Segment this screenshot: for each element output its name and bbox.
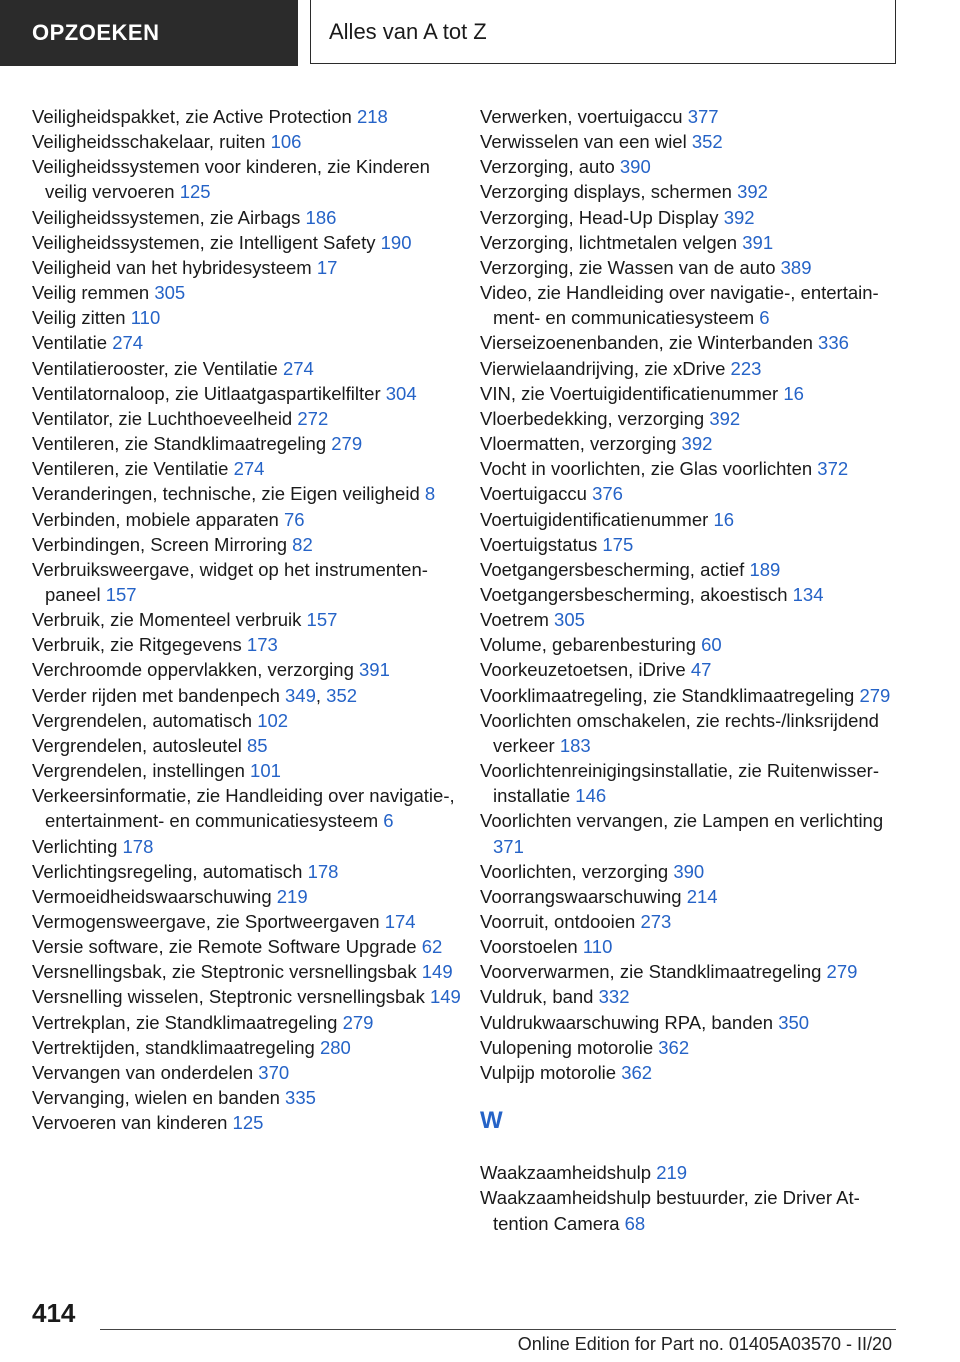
entry-text: Vocht in voorlichten, zie Glas voorlichten: [480, 458, 813, 480]
entry-text: Ventilator, zie Luchthoeveelheid: [32, 407, 293, 429]
index-entry: [480, 808, 900, 858]
index-entry: [32, 959, 462, 984]
entry-text: Waakzaamheidshulp bestuurder, zie Driver Attention Camera: [480, 1187, 860, 1234]
index-entry: [32, 104, 462, 129]
page-link[interactable]: 390: [619, 156, 651, 178]
index-entry: [480, 607, 900, 632]
page-link[interactable]: 125: [179, 181, 211, 203]
entry-text: Voetgangersbescherming, actief: [480, 558, 745, 580]
index-entry: [480, 431, 900, 456]
entry-text: Veranderingen, technische, zie Eigen veiligheid: [32, 483, 420, 505]
entry-text: Vulpijp motorolie: [480, 1061, 617, 1083]
index-entry: [32, 356, 462, 381]
index-group-w: [480, 1160, 900, 1235]
index-entry: [32, 406, 462, 431]
index-entry: [32, 1085, 462, 1110]
page-link[interactable]: 82: [292, 533, 313, 555]
page-link[interactable]: 391: [742, 231, 774, 253]
page-link[interactable]: 219: [656, 1162, 688, 1184]
entry-text: Voorlichten, verzorging: [480, 860, 669, 882]
page-link[interactable]: 157: [306, 609, 338, 631]
index-entry: [32, 984, 462, 1009]
entry-text: Veiligheid van het hybridesysteem: [32, 256, 312, 278]
page-link[interactable]: 349: [285, 684, 316, 706]
page-link[interactable]: 272: [297, 407, 329, 429]
entry-text: VIN, zie Voertuigidentificatienummer: [480, 382, 779, 404]
page-link[interactable]: 352: [691, 131, 723, 153]
index-entry: [480, 381, 900, 406]
entry-text: Verbruik, zie Momenteel verbruik: [32, 609, 302, 631]
index-entry: [480, 632, 900, 657]
entry-text: Voorverwarmen, zie Standklimaatregeling: [480, 961, 822, 983]
page-link[interactable]: 362: [658, 1036, 690, 1058]
entry-text: Verzorging displays, schermen: [480, 181, 732, 203]
index-entry: [480, 356, 900, 381]
entry-text: Verbruiksweergave, widget op het instrumentenpaneel: [32, 558, 428, 605]
page-link[interactable]: 305: [154, 282, 186, 304]
page-link[interactable]: 279: [826, 961, 858, 983]
index-entry: [32, 255, 462, 280]
page-link[interactable]: 335: [285, 1087, 316, 1109]
index-entry: [480, 884, 900, 909]
index-entry: [32, 532, 462, 557]
entry-text: Vierwielaandrijving, zie xDrive: [480, 357, 726, 379]
index-entry: [32, 431, 462, 456]
index-entry: [480, 582, 900, 607]
index-entry: [480, 557, 900, 582]
index-entry: [32, 1060, 462, 1085]
page-link[interactable]: 189: [749, 558, 781, 580]
page-link[interactable]: 106: [270, 131, 302, 153]
page-link[interactable]: 175: [602, 533, 634, 555]
page-link[interactable]: 279: [342, 1011, 374, 1033]
page-link[interactable]: 274: [282, 357, 314, 379]
index-group-v: [480, 104, 900, 1085]
page-number: 414: [32, 1298, 76, 1328]
index-entry: [32, 657, 462, 682]
index-entry: [480, 1060, 900, 1085]
page-link[interactable]: 134: [792, 583, 824, 605]
page-link[interactable]: 370: [258, 1061, 290, 1083]
entry-text: Voorkeuzetoetsen, iDrive: [480, 659, 686, 681]
entry-text: Vloermatten, verzorging: [480, 433, 677, 455]
entry-text: Veiligheidsschakelaar, ruiten: [32, 131, 266, 153]
entry-text: Verwisselen van een wiel: [480, 131, 687, 153]
entry-text: Verlichtingsregeling, automatisch: [32, 860, 303, 882]
index-entry: [480, 507, 900, 532]
index-entry: [32, 557, 462, 607]
page-link[interactable]: 102: [257, 709, 289, 731]
entry-text: Verbruik, zie Ritgegevens: [32, 634, 242, 656]
page-link[interactable]: 392: [737, 181, 768, 203]
entry-text: Ventilatierooster, zie Ventilatie: [32, 357, 278, 379]
entry-text: Veilig zitten: [32, 307, 126, 329]
page-link[interactable]: 178: [122, 835, 154, 857]
page-link[interactable]: 279: [859, 684, 891, 706]
entry-text: Waakzaamheidshulp: [480, 1162, 652, 1184]
entry-text: Vervanging, wielen en banden: [32, 1087, 280, 1109]
page-link[interactable]: 332: [598, 986, 630, 1008]
page-link[interactable]: 214: [686, 885, 718, 907]
entry-text: Volume, gebarenbesturing: [480, 634, 696, 656]
index-entry: [480, 255, 900, 280]
index-entry: [480, 456, 900, 481]
index-entry: [32, 758, 462, 783]
entry-text: Voorlichten omschakelen, zie rechts-/linksrijdend verkeer: [480, 709, 879, 756]
index-entry: [480, 104, 900, 129]
entry-text: Vulopening motorolie: [480, 1036, 654, 1058]
page-header: [0, 0, 960, 66]
entry-text: Video, zie Handleiding over navigatie-, entertainment- en communicatiesysteem: [480, 282, 879, 329]
entry-text: Vervoeren van kinderen: [32, 1112, 228, 1134]
page-link[interactable]: 149: [421, 961, 453, 983]
index-entry: [480, 1160, 900, 1185]
page-link[interactable]: 280: [319, 1036, 351, 1058]
entry-text: Verbinden, mobiele apparaten: [32, 508, 279, 530]
index-entry: [32, 381, 462, 406]
entry-text: Verzorging, Head-Up Display: [480, 206, 719, 228]
index-entry: [32, 1110, 462, 1135]
page-link[interactable]: 149: [429, 986, 461, 1008]
entry-text: Ventilatornaloop, zie Uitlaatgaspartikelfilter: [32, 382, 381, 404]
index-entry: [32, 1035, 462, 1060]
page-link[interactable]: 6: [759, 307, 770, 329]
page-link[interactable]: 16: [713, 508, 735, 530]
index-entry: [32, 834, 462, 859]
page-link[interactable]: 125: [232, 1112, 264, 1134]
entry-text: Veiligheidspakket, zie Active Protection: [32, 106, 352, 127]
index-entry: [32, 456, 462, 481]
index-entry: [480, 657, 900, 682]
entry-text: Voertuigidentificatienummer: [480, 508, 709, 530]
entry-text: Voertuigaccu: [480, 483, 587, 505]
index-entry: [32, 205, 462, 230]
entry-text: Voorlichtenreinigingsinstallatie, zie Ruitenwisserinstallatie: [480, 760, 879, 807]
entry-text: Verzorging, zie Wassen van de auto: [480, 256, 776, 278]
index-entry: [32, 934, 462, 959]
entry-text: Vergrendelen, instellingen: [32, 760, 245, 782]
index-entry: [480, 1035, 900, 1060]
index-entry: [32, 859, 462, 884]
index-entry: [480, 532, 900, 557]
section-letter: W: [480, 1107, 503, 1135]
index-entry: [32, 632, 462, 657]
entry-text: Vergrendelen, automatisch: [32, 709, 253, 731]
page-link[interactable]: 146: [575, 785, 607, 807]
entry-text: Versnelling wisselen, Steptronic versnellingsbak: [32, 986, 425, 1008]
page-link[interactable]: 110: [130, 307, 161, 329]
index-entry: [480, 984, 900, 1009]
entry-text: Ventileren, zie Standklimaatregeling: [32, 433, 327, 455]
index-entry: [32, 305, 462, 330]
index-column-left: [32, 104, 462, 1135]
page-link[interactable]: 16: [783, 382, 804, 404]
index-entry: [32, 884, 462, 909]
page-link[interactable]: 68: [624, 1212, 646, 1234]
index-entry: [480, 1185, 900, 1235]
index-entry: [480, 280, 900, 330]
entry-text: Vermogensweergave, zie Sportweergaven: [32, 911, 380, 932]
index-entry: [480, 330, 900, 355]
entry-text: Vuldrukwaarschuwing RPA, banden: [480, 1011, 774, 1033]
entry-text: Verzorging, auto: [480, 156, 615, 178]
entry-text: Veilig remmen: [32, 282, 150, 304]
page-link[interactable]: 274: [112, 332, 144, 354]
page-link[interactable]: 223: [730, 357, 762, 379]
page-link[interactable]: 62: [421, 936, 443, 958]
page-link[interactable]: 304: [385, 382, 417, 404]
edition-note: Online Edition for Part no. 01405A03570 - II/20: [517, 1334, 892, 1354]
index-entry: [480, 179, 900, 204]
page-link[interactable]: 219: [276, 885, 308, 907]
index-entry: [480, 1010, 900, 1035]
entry-text: Verbindingen, Screen Mirroring: [32, 533, 288, 555]
page-link[interactable]: 47: [690, 659, 712, 681]
page-link[interactable]: 157: [105, 583, 137, 605]
index-entry: [480, 959, 900, 984]
page-link[interactable]: 362: [621, 1061, 653, 1083]
entry-text: Vergrendelen, autosleutel: [32, 734, 242, 756]
page-link[interactable]: 6: [383, 810, 394, 832]
index-entry: [480, 758, 900, 808]
index-entry: [32, 909, 462, 934]
index-entry: [32, 507, 462, 532]
index-entry: [32, 708, 462, 733]
entry-text: Ventileren, zie Ventilatie: [32, 458, 229, 480]
page-link[interactable]: 390: [673, 860, 705, 882]
entry-text: Verchroomde oppervlakken, verzorging: [32, 659, 354, 681]
page-link[interactable]: 391: [359, 659, 390, 681]
entry-text: Veiligheidssystemen, zie Intelligent Safety: [32, 231, 376, 253]
footer-divider: [100, 1329, 896, 1330]
index-entry: [32, 280, 462, 305]
page-link[interactable]: 85: [246, 734, 268, 756]
page-link[interactable]: 218: [356, 106, 388, 127]
page-link[interactable]: 389: [780, 256, 812, 278]
index-entry: [32, 481, 462, 506]
index-entry: [480, 708, 900, 758]
page-link[interactable]: 376: [592, 483, 623, 505]
entry-text: Veiligheidssystemen voor kinderen, zie Kinderen veilig vervoeren: [32, 156, 430, 203]
index-entry: [480, 859, 900, 884]
page-link[interactable]: 17: [316, 256, 338, 278]
chapter-title: Alles van A tot Z: [310, 0, 896, 64]
page-link[interactable]: 183: [559, 734, 591, 756]
page-link[interactable]: 392: [723, 206, 755, 228]
page-link[interactable]: 76: [284, 508, 305, 530]
page-link[interactable]: 350: [778, 1011, 810, 1033]
page-link[interactable]: 274: [233, 458, 265, 480]
page-link[interactable]: 279: [331, 433, 363, 455]
entry-text: Voertuigstatus: [480, 533, 598, 555]
index-entry: [480, 205, 900, 230]
page-link[interactable]: 392: [709, 407, 741, 429]
page-link[interactable]: 60: [701, 634, 722, 656]
index-entry: [480, 934, 900, 959]
page-link[interactable]: 178: [307, 860, 339, 882]
index-entry: [32, 129, 462, 154]
entry-text: Voorklimaatregeling, zie Standklimaatregeling: [480, 684, 855, 706]
entry-text: Voetrem: [480, 609, 549, 631]
entry-text: Verwerken, voertuigaccu: [480, 106, 683, 127]
entry-text: Versnellingsbak, zie Steptronic versnellingsbak: [32, 961, 417, 983]
page-link[interactable]: 336: [818, 332, 849, 354]
index-entry: [32, 733, 462, 758]
entry-text: Voorrangswaarschuwing: [480, 885, 682, 907]
index-entry: [480, 683, 900, 708]
page-link[interactable]: 371: [493, 835, 524, 857]
page-link[interactable]: 173: [246, 634, 278, 656]
entry-text: Vervangen van onderdelen: [32, 1061, 254, 1083]
page-link[interactable]: 190: [380, 231, 412, 253]
page-link[interactable]: 101: [250, 760, 281, 782]
entry-text: Vloerbedekking, verzorging: [480, 407, 705, 429]
page-link[interactable]: 110: [582, 936, 613, 958]
index-entry: [32, 607, 462, 632]
entry-text: Vermoeidheidswaarschuwing: [32, 885, 272, 907]
page-link[interactable]: 174: [384, 911, 416, 932]
page-link[interactable]: 392: [681, 433, 713, 455]
index-entry: [32, 330, 462, 355]
page-link[interactable]: 273: [640, 911, 672, 932]
entry-text: Voorlichten vervangen, zie Lampen en verlichting: [480, 810, 884, 832]
entry-text: Vierseizoenenbanden, zie Winterbanden: [480, 332, 813, 354]
index-entry: [32, 783, 462, 833]
index-entry: [480, 154, 900, 179]
page-link[interactable]: 305: [554, 609, 585, 631]
entry-text: Verder rijden met bandenpech: [32, 684, 280, 706]
index-column-right: [480, 104, 900, 1236]
entry-text: Veiligheidssystemen, zie Airbags: [32, 206, 301, 228]
entry-text: Voorstoelen: [480, 936, 578, 958]
index-entry: [480, 909, 900, 934]
entry-text: Voetgangersbescherming, akoestisch: [480, 583, 788, 605]
entry-text: Vertrekplan, zie Standklimaatregeling: [32, 1011, 338, 1033]
page-link[interactable]: 377: [687, 106, 719, 127]
entry-text: Versie software, zie Remote Software Upgrade: [32, 936, 417, 958]
page-link[interactable]: 352: [326, 684, 358, 706]
index-entry: [480, 230, 900, 255]
index-entry: [32, 1010, 462, 1035]
page-link[interactable]: 186: [305, 206, 337, 228]
entry-text: Vertrektijden, standklimaatregeling: [32, 1036, 315, 1058]
entry-text: Voorruit, ontdooien: [480, 911, 636, 932]
entry-text: Verkeersinformatie, zie Handleiding over navigatie-, entertainment- en communicatiesysteem: [32, 785, 455, 832]
page-link[interactable]: 372: [817, 458, 849, 480]
index-entry: Verder rijden met bandenpech 349, 352: [32, 684, 358, 706]
entry-text: Verlichting: [32, 835, 118, 857]
section-tab: OPZOEKEN: [0, 0, 298, 66]
index-entry: [480, 481, 900, 506]
entry-text: Ventilatie: [32, 332, 108, 354]
index-entry: [480, 129, 900, 154]
index-entry: [32, 230, 462, 255]
index-entry: [32, 154, 462, 204]
entry-text: Verzorging, lichtmetalen velgen: [480, 231, 738, 253]
page-link[interactable]: 8: [424, 483, 436, 505]
entry-text: Vuldruk, band: [480, 986, 594, 1008]
index-entry: [480, 406, 900, 431]
